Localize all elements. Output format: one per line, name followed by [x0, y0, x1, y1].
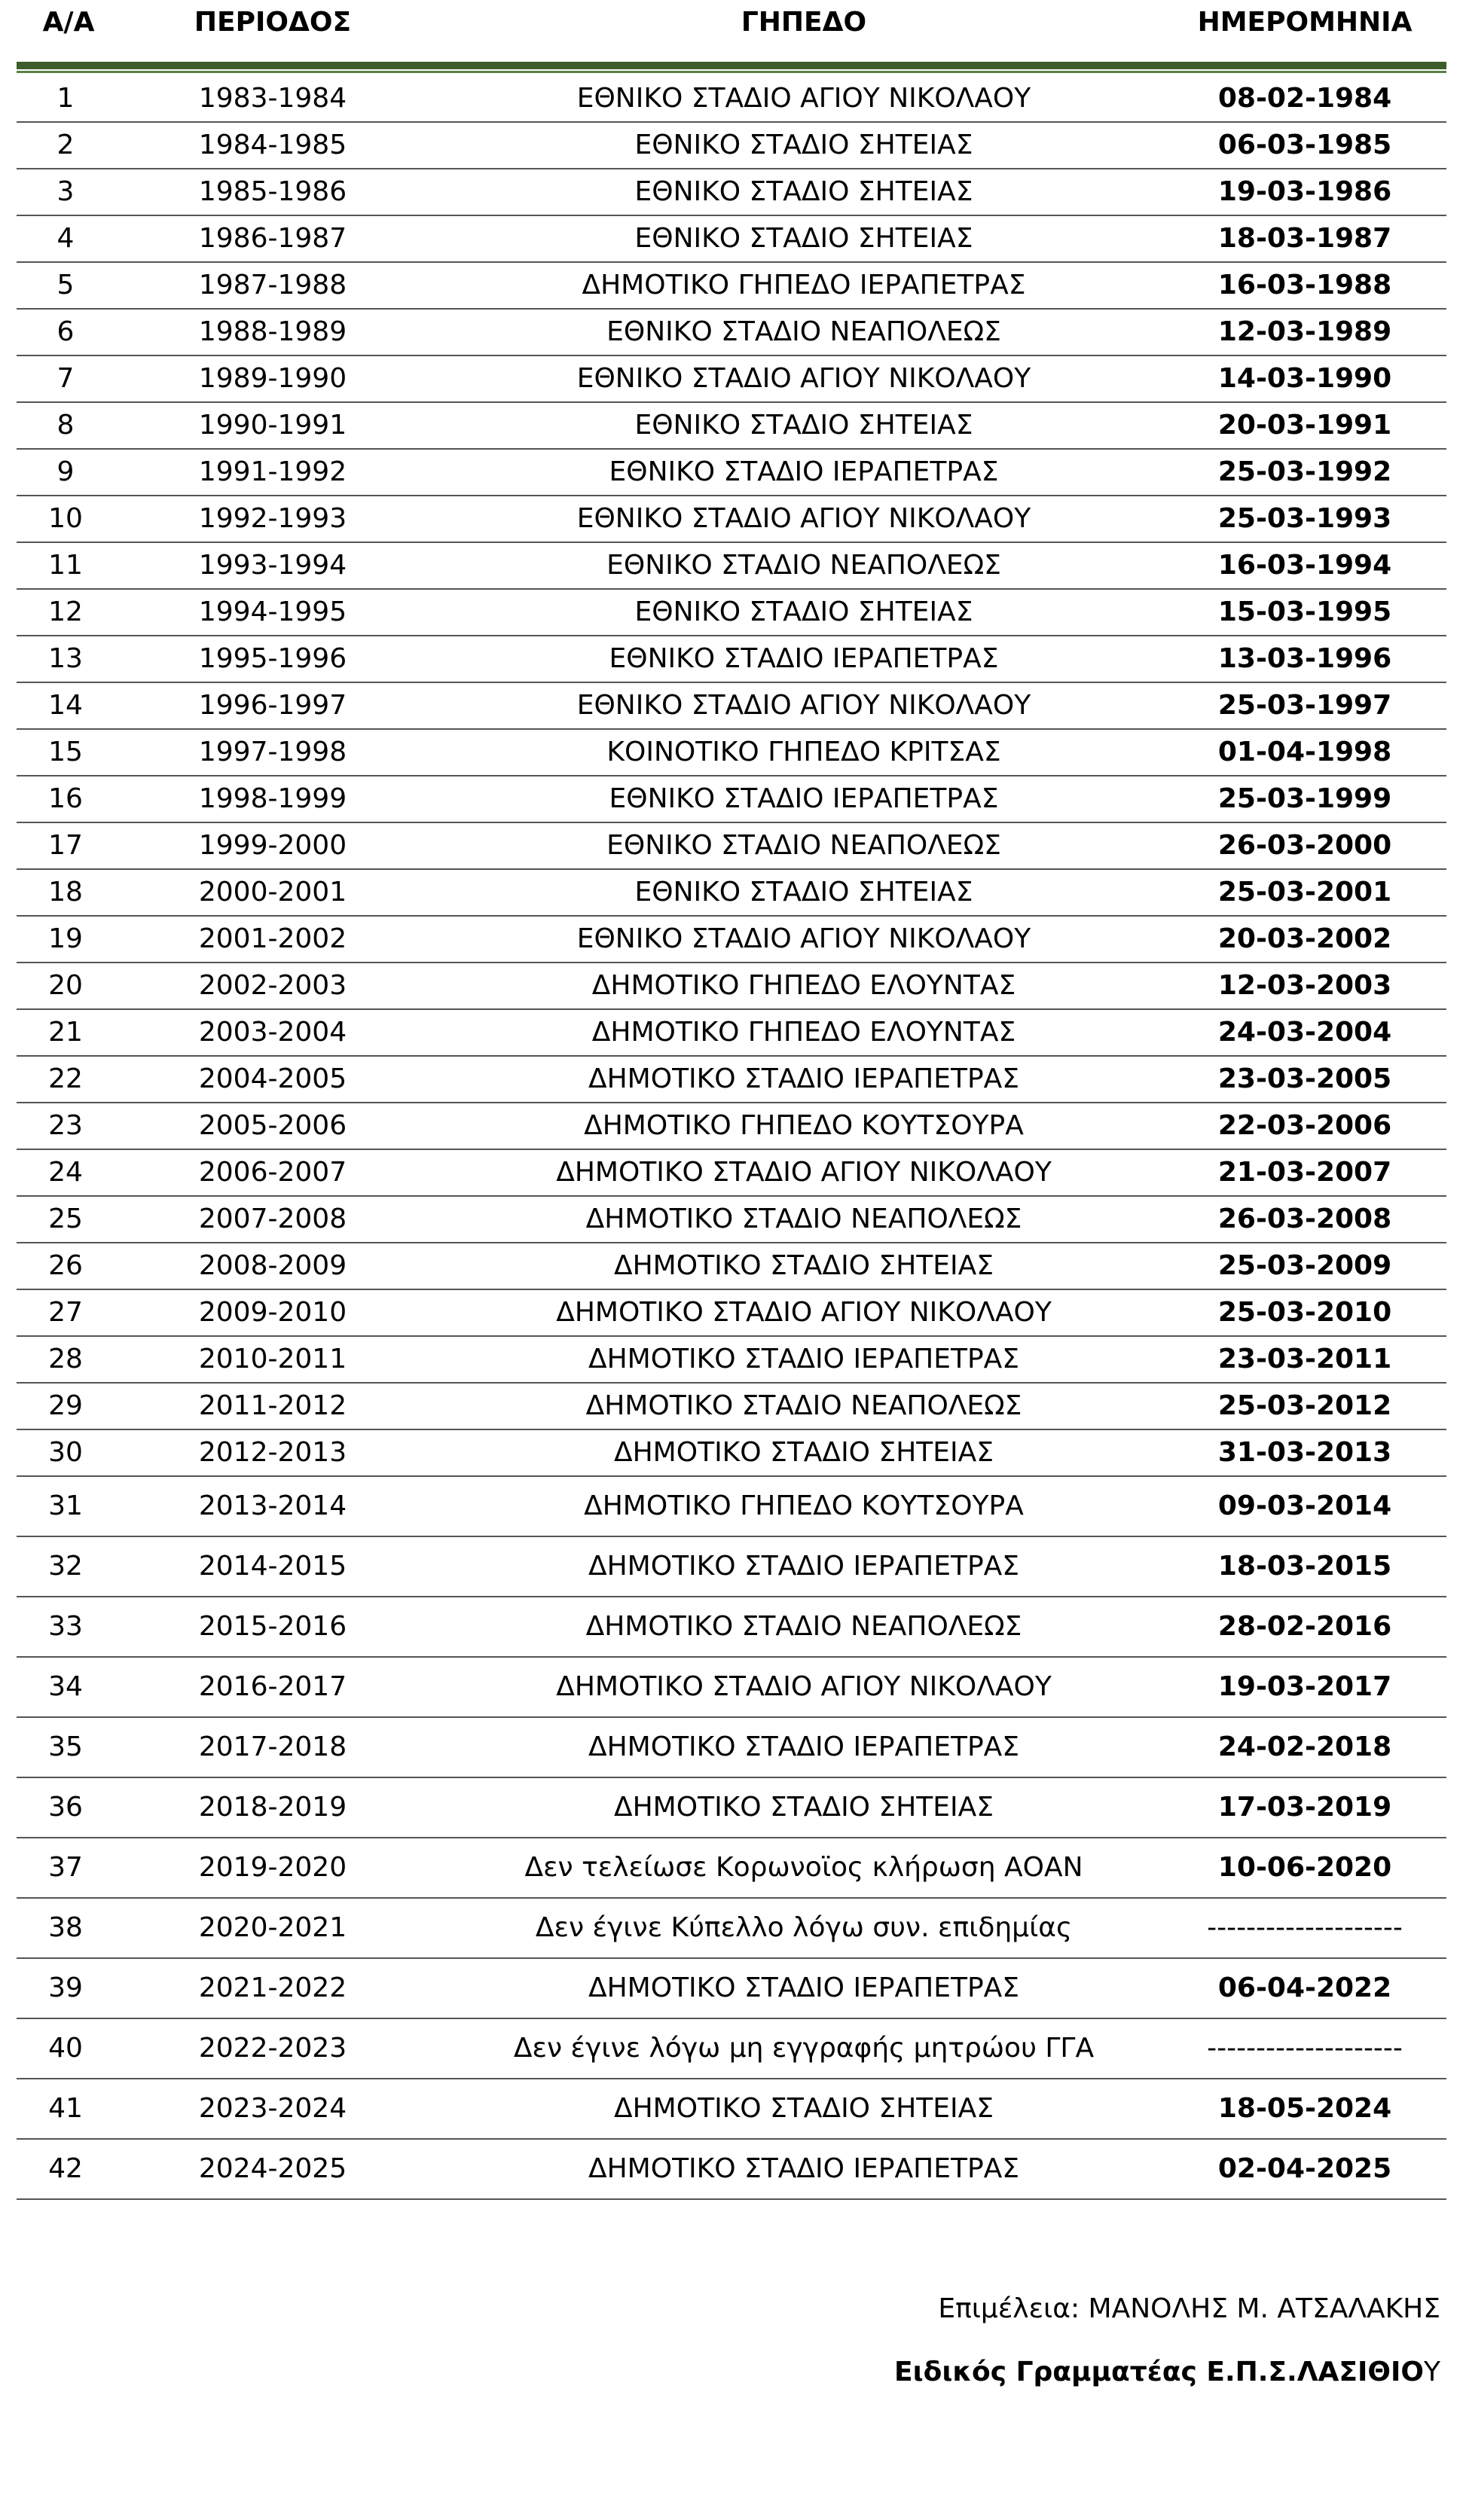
row-aa: 20: [48, 970, 83, 1001]
row-field: ΔΗΜΟΤΙΚΟ ΣΤΑΔΙΟ ΣΗΤΕΙΑΣ: [613, 1250, 994, 1281]
table-row: [17, 1057, 1446, 1103]
table-row: [17, 1658, 1446, 1718]
row-aa: 34: [48, 1671, 83, 1702]
row-aa: 15: [48, 737, 83, 767]
header-rule-thin: [17, 71, 1446, 73]
row-field: ΔΗΜΟΤΙΚΟ ΣΤΑΔΙΟ ΣΗΤΕΙΑΣ: [613, 1437, 994, 1468]
table-row: [17, 1597, 1446, 1658]
row-date: 06-03-1985: [1217, 130, 1392, 160]
table-row: [17, 1537, 1446, 1597]
header-aa: Α/Α: [42, 7, 95, 38]
row-aa: 40: [48, 2033, 83, 2064]
row-field: ΔΗΜΟΤΙΚΟ ΓΗΠΕΔΟ ΚΟΥΤΣΟΥΡΑ: [584, 1110, 1024, 1141]
row-date: 28-02-2016: [1217, 1611, 1392, 1642]
table-row: [17, 1838, 1446, 1899]
row-period: 2024-2025: [198, 2153, 347, 2184]
table-row: [17, 1959, 1446, 2019]
table-row: [17, 263, 1446, 310]
row-field: ΔΗΜΟΤΙΚΟ ΣΤΑΔΙΟ ΣΗΤΕΙΑΣ: [613, 1792, 994, 1823]
row-date: 23-03-2011: [1217, 1344, 1392, 1374]
row-field: ΕΘΝΙΚΟ ΣΤΑΔΙΟ ΑΓΙΟΥ ΝΙΚΟΛΑΟΥ: [576, 923, 1031, 954]
table-row: [17, 2019, 1446, 2079]
table-row: [17, 1150, 1446, 1197]
row-aa: 1: [57, 83, 75, 114]
row-date: --------------------: [1207, 1912, 1403, 1943]
row-aa: 11: [48, 550, 83, 581]
header-rule: [17, 62, 1446, 69]
row-period: 1989-1990: [198, 363, 347, 394]
row-field: ΔΗΜΟΤΙΚΟ ΣΤΑΔΙΟ ΝΕΑΠΟΛΕΩΣ: [585, 1390, 1022, 1421]
row-aa: 37: [48, 1852, 83, 1883]
row-aa: 4: [57, 223, 75, 254]
row-field: ΕΘΝΙΚΟ ΣΤΑΔΙΟ ΣΗΤΕΙΑΣ: [634, 176, 973, 207]
row-aa: 38: [48, 1912, 83, 1943]
row-aa: 3: [57, 176, 75, 207]
row-field: ΕΘΝΙΚΟ ΣΤΑΔΙΟ ΣΗΤΕΙΑΣ: [634, 410, 973, 441]
row-field: ΔΗΜΟΤΙΚΟ ΣΤΑΔΙΟ ΙΕΡΑΠΕΤΡΑΣ: [588, 2153, 1020, 2184]
editor-credit: Επιμέλεια: ΜΑΝΟΛΗΣ Μ. ΑΤΣΑΛΑΚΗΣ: [938, 2293, 1440, 2324]
row-period: 2007-2008: [198, 1204, 347, 1234]
row-field: ΚΟΙΝΟΤΙΚΟ ΓΗΠΕΔΟ ΚΡΙΤΣΑΣ: [606, 737, 1001, 767]
table-row: [17, 216, 1446, 263]
table-row: [17, 683, 1446, 730]
row-date: 21-03-2007: [1217, 1157, 1392, 1188]
row-field: ΕΘΝΙΚΟ ΣΤΑΔΙΟ ΣΗΤΕΙΑΣ: [634, 596, 973, 627]
row-field: Δεν τελείωσε Κορωνοϊος κλήρωση ΑΟΑΝ: [524, 1852, 1083, 1883]
row-field: ΔΗΜΟΤΙΚΟ ΓΗΠΕΔΟ ΙΕΡΑΠΕΤΡΑΣ: [582, 270, 1026, 301]
row-field: ΕΘΝΙΚΟ ΣΤΑΔΙΟ ΣΗΤΕΙΑΣ: [634, 223, 973, 254]
row-period: 2001-2002: [198, 923, 347, 954]
row-date: 25-03-2012: [1217, 1390, 1392, 1421]
table-row: [17, 1384, 1446, 1430]
row-aa: 24: [48, 1157, 83, 1188]
row-aa: 18: [48, 877, 83, 908]
row-field: ΕΘΝΙΚΟ ΣΤΑΔΙΟ ΙΕΡΑΠΕΤΡΑΣ: [609, 456, 999, 487]
table-row: [17, 823, 1446, 870]
row-period: 2013-2014: [198, 1490, 347, 1521]
secretary-credit-tail: Υ: [1424, 2357, 1440, 2387]
row-period: 2004-2005: [198, 1063, 347, 1094]
table-row: [17, 730, 1446, 776]
row-aa: 19: [48, 923, 83, 954]
row-period: 2006-2007: [198, 1157, 347, 1188]
row-field: ΕΘΝΙΚΟ ΣΤΑΔΙΟ ΣΗΤΕΙΑΣ: [634, 877, 973, 908]
header-date: ΗΜΕΡΟΜΗΝΙΑ: [1197, 7, 1413, 38]
row-period: 2012-2013: [198, 1437, 347, 1468]
row-period: 2003-2004: [198, 1017, 347, 1048]
row-period: 2019-2020: [198, 1852, 347, 1883]
row-period: 1986-1987: [198, 223, 347, 254]
table-header: [17, 0, 1446, 53]
row-period: 1995-1996: [198, 643, 347, 674]
row-field: Δεν έγινε λόγω μη εγγραφής μητρώου ΓΓΑ: [513, 2033, 1095, 2064]
table-row: [17, 590, 1446, 636]
row-field: ΔΗΜΟΤΙΚΟ ΣΤΑΔΙΟ ΝΕΑΠΟΛΕΩΣ: [585, 1204, 1022, 1234]
row-period: 2014-2015: [198, 1551, 347, 1582]
row-field: ΕΘΝΙΚΟ ΣΤΑΔΙΟ ΑΓΙΟΥ ΝΙΚΟΛΑΟΥ: [576, 503, 1031, 534]
row-period: 1990-1991: [198, 410, 347, 441]
row-period: 2011-2012: [198, 1390, 347, 1421]
row-field: ΔΗΜΟΤΙΚΟ ΓΗΠΕΔΟ ΚΟΥΤΣΟΥΡΑ: [584, 1490, 1024, 1521]
row-period: 2016-2017: [198, 1671, 347, 1702]
row-period: 2015-2016: [198, 1611, 347, 1642]
header-period: ΠΕΡΙΟΔΟΣ: [194, 7, 352, 38]
row-period: 2020-2021: [198, 1912, 347, 1943]
row-date: 14-03-1990: [1217, 363, 1392, 394]
table-row: [17, 870, 1446, 917]
table-row: [17, 1197, 1446, 1243]
row-period: 1996-1997: [198, 690, 347, 721]
table-row: [17, 1430, 1446, 1477]
row-field: ΔΗΜΟΤΙΚΟ ΓΗΠΕΔΟ ΕΛΟΥΝΤΑΣ: [591, 1017, 1016, 1048]
row-date: 15-03-1995: [1217, 596, 1392, 627]
row-field: ΔΗΜΟΤΙΚΟ ΣΤΑΔΙΟ ΑΓΙΟΥ ΝΙΚΟΛΑΟΥ: [556, 1671, 1052, 1702]
row-date: 02-04-2025: [1217, 2153, 1392, 2184]
row-field: ΔΗΜΟΤΙΚΟ ΣΤΑΔΙΟ ΙΕΡΑΠΕΤΡΑΣ: [588, 1344, 1020, 1374]
row-field: ΔΗΜΟΤΙΚΟ ΣΤΑΔΙΟ ΙΕΡΑΠΕΤΡΑΣ: [588, 1972, 1020, 2003]
row-field: ΔΗΜΟΤΙΚΟ ΓΗΠΕΔΟ ΕΛΟΥΝΤΑΣ: [591, 970, 1016, 1001]
row-field: ΔΗΜΟΤΙΚΟ ΣΤΑΔΙΟ ΣΗΤΕΙΑΣ: [613, 2093, 994, 2124]
row-field: ΕΘΝΙΚΟ ΣΤΑΔΙΟ ΣΗΤΕΙΑΣ: [634, 130, 973, 160]
row-date: 18-03-1987: [1217, 223, 1392, 254]
secretary-credit: [894, 2356, 1440, 2389]
row-period: 1988-1989: [198, 316, 347, 347]
row-date: 26-03-2000: [1217, 830, 1392, 861]
row-date: 17-03-2019: [1217, 1792, 1392, 1823]
row-field: ΕΘΝΙΚΟ ΣΤΑΔΙΟ ΝΕΑΠΟΛΕΩΣ: [606, 550, 1001, 581]
row-date: 25-03-1992: [1217, 456, 1392, 487]
row-aa: 35: [48, 1731, 83, 1762]
table-row: [17, 543, 1446, 590]
row-field: ΔΗΜΟΤΙΚΟ ΣΤΑΔΙΟ ΑΓΙΟΥ ΝΙΚΟΛΑΟΥ: [556, 1297, 1052, 1328]
row-field: ΕΘΝΙΚΟ ΣΤΑΔΙΟ ΙΕΡΑΠΕΤΡΑΣ: [609, 783, 999, 814]
row-date: 08-02-1984: [1217, 83, 1392, 114]
table-row: [17, 917, 1446, 963]
row-aa: 10: [48, 503, 83, 534]
row-aa: 21: [48, 1017, 83, 1048]
row-aa: 41: [48, 2093, 83, 2124]
table-row: [17, 1778, 1446, 1838]
table-row: [17, 1718, 1446, 1778]
row-aa: 39: [48, 1972, 83, 2003]
row-period: 1992-1993: [198, 503, 347, 534]
row-field: ΕΘΝΙΚΟ ΣΤΑΔΙΟ ΝΕΑΠΟΛΕΩΣ: [606, 316, 1001, 347]
row-date: 24-03-2004: [1217, 1017, 1392, 1048]
row-field: ΔΗΜΟΤΙΚΟ ΣΤΑΔΙΟ ΝΕΑΠΟΛΕΩΣ: [585, 1611, 1022, 1642]
row-date: 26-03-2008: [1217, 1204, 1392, 1234]
table-row: [17, 356, 1446, 403]
row-aa: 12: [48, 596, 83, 627]
row-date: 12-03-2003: [1217, 970, 1392, 1001]
row-date: 16-03-1988: [1217, 270, 1392, 301]
row-aa: 17: [48, 830, 83, 861]
row-date: 18-05-2024: [1217, 2093, 1392, 2124]
row-field: ΕΘΝΙΚΟ ΣΤΑΔΙΟ ΑΓΙΟΥ ΝΙΚΟΛΑΟΥ: [576, 83, 1031, 114]
table-row: [17, 1899, 1446, 1959]
row-period: 2008-2009: [198, 1250, 347, 1281]
table-row: [17, 636, 1446, 683]
row-aa: 23: [48, 1110, 83, 1141]
row-period: 1993-1994: [198, 550, 347, 581]
row-aa: 28: [48, 1344, 83, 1374]
row-aa: 33: [48, 1611, 83, 1642]
row-date: 12-03-1989: [1217, 316, 1392, 347]
row-aa: 9: [57, 456, 75, 487]
row-period: 2023-2024: [198, 2093, 347, 2124]
row-aa: 31: [48, 1490, 83, 1521]
row-aa: 30: [48, 1437, 83, 1468]
row-aa: 32: [48, 1551, 83, 1582]
row-field: Δεν έγινε Κύπελλο λόγω συν. επιδημίας: [535, 1912, 1073, 1943]
row-date: 09-03-2014: [1217, 1490, 1392, 1521]
row-date: 25-03-2001: [1217, 877, 1392, 908]
row-period: 2000-2001: [198, 877, 347, 908]
row-aa: 7: [57, 363, 75, 394]
row-date: 22-03-2006: [1217, 1110, 1392, 1141]
row-period: 1984-1985: [198, 130, 347, 160]
row-date: 20-03-1991: [1217, 410, 1392, 441]
row-period: 2010-2011: [198, 1344, 347, 1374]
row-period: 2005-2006: [198, 1110, 347, 1141]
row-date: 19-03-2017: [1217, 1671, 1392, 1702]
row-aa: 16: [48, 783, 83, 814]
row-date: 24-02-2018: [1217, 1731, 1392, 1762]
table-row: [17, 1243, 1446, 1290]
table-row: [17, 1290, 1446, 1337]
row-date: --------------------: [1207, 2033, 1403, 2064]
row-period: 1994-1995: [198, 596, 347, 627]
row-aa: 29: [48, 1390, 83, 1421]
table-row: [17, 169, 1446, 216]
table-row: [17, 776, 1446, 823]
row-field: ΔΗΜΟΤΙΚΟ ΣΤΑΔΙΟ ΙΕΡΑΠΕΤΡΑΣ: [588, 1551, 1020, 1582]
row-period: 2002-2003: [198, 970, 347, 1001]
row-aa: 2: [57, 130, 75, 160]
table-row: [17, 1477, 1446, 1537]
row-field: ΕΘΝΙΚΟ ΣΤΑΔΙΟ ΝΕΑΠΟΛΕΩΣ: [606, 830, 1001, 861]
table-row: [17, 1010, 1446, 1057]
table-row: [17, 1103, 1446, 1150]
row-date: 20-03-2002: [1217, 923, 1392, 954]
row-field: ΕΘΝΙΚΟ ΣΤΑΔΙΟ ΙΕΡΑΠΕΤΡΑΣ: [609, 643, 999, 674]
row-date: 01-04-1998: [1217, 737, 1392, 767]
row-aa: 25: [48, 1204, 83, 1234]
row-period: 1987-1988: [198, 270, 347, 301]
row-period: 2018-2019: [198, 1792, 347, 1823]
row-period: 1998-1999: [198, 783, 347, 814]
row-field: ΔΗΜΟΤΙΚΟ ΣΤΑΔΙΟ ΙΕΡΑΠΕΤΡΑΣ: [588, 1063, 1020, 1094]
row-date: 23-03-2005: [1217, 1063, 1392, 1094]
table-row: [17, 496, 1446, 543]
row-aa: 36: [48, 1792, 83, 1823]
table-row: [17, 2140, 1446, 2200]
row-period: 1991-1992: [198, 456, 347, 487]
table-row: [17, 450, 1446, 496]
row-aa: 13: [48, 643, 83, 674]
secretary-credit-bold: Ειδικός Γραμματέας Ε.Π.Σ.ΛΑΣΙΘΙΟ: [894, 2357, 1424, 2387]
row-period: 1985-1986: [198, 176, 347, 207]
row-aa: 42: [48, 2153, 83, 2184]
row-date: 18-03-2015: [1217, 1551, 1392, 1582]
row-period: 2009-2010: [198, 1297, 347, 1328]
row-aa: 8: [57, 410, 75, 441]
row-period: 2021-2022: [198, 1972, 347, 2003]
row-date: 16-03-1994: [1217, 550, 1392, 581]
row-date: 25-03-2009: [1217, 1250, 1392, 1281]
row-date: 06-04-2022: [1217, 1972, 1392, 2003]
row-period: 1997-1998: [198, 737, 347, 767]
row-date: 10-06-2020: [1217, 1852, 1392, 1883]
row-period: 1999-2000: [198, 830, 347, 861]
table-row: [17, 2079, 1446, 2140]
row-aa: 5: [57, 270, 75, 301]
row-field: ΔΗΜΟΤΙΚΟ ΣΤΑΔΙΟ ΙΕΡΑΠΕΤΡΑΣ: [588, 1731, 1020, 1762]
row-date: 25-03-1993: [1217, 503, 1392, 534]
row-date: 31-03-2013: [1217, 1437, 1392, 1468]
table-body: [17, 76, 1446, 2200]
row-period: 1983-1984: [198, 83, 347, 114]
header-field: ΓΗΠΕΔΟ: [741, 7, 867, 38]
row-period: 2017-2018: [198, 1731, 347, 1762]
row-aa: 14: [48, 690, 83, 721]
row-date: 25-03-1999: [1217, 783, 1392, 814]
row-date: 25-03-2010: [1217, 1297, 1392, 1328]
table-row: [17, 403, 1446, 450]
table-row: [17, 310, 1446, 356]
row-field: ΔΗΜΟΤΙΚΟ ΣΤΑΔΙΟ ΑΓΙΟΥ ΝΙΚΟΛΑΟΥ: [556, 1157, 1052, 1188]
row-aa: 26: [48, 1250, 83, 1281]
row-date: 19-03-1986: [1217, 176, 1392, 207]
row-date: 25-03-1997: [1217, 690, 1392, 721]
row-date: 13-03-1996: [1217, 643, 1392, 674]
row-aa: 6: [57, 316, 75, 347]
table-row: [17, 76, 1446, 123]
table-row: [17, 963, 1446, 1010]
row-field: ΕΘΝΙΚΟ ΣΤΑΔΙΟ ΑΓΙΟΥ ΝΙΚΟΛΑΟΥ: [576, 363, 1031, 394]
table-row: [17, 1337, 1446, 1384]
row-period: 2022-2023: [198, 2033, 347, 2064]
table-row: [17, 123, 1446, 169]
row-aa: 27: [48, 1297, 83, 1328]
row-field: ΕΘΝΙΚΟ ΣΤΑΔΙΟ ΑΓΙΟΥ ΝΙΚΟΛΑΟΥ: [576, 690, 1031, 721]
row-aa: 22: [48, 1063, 83, 1094]
